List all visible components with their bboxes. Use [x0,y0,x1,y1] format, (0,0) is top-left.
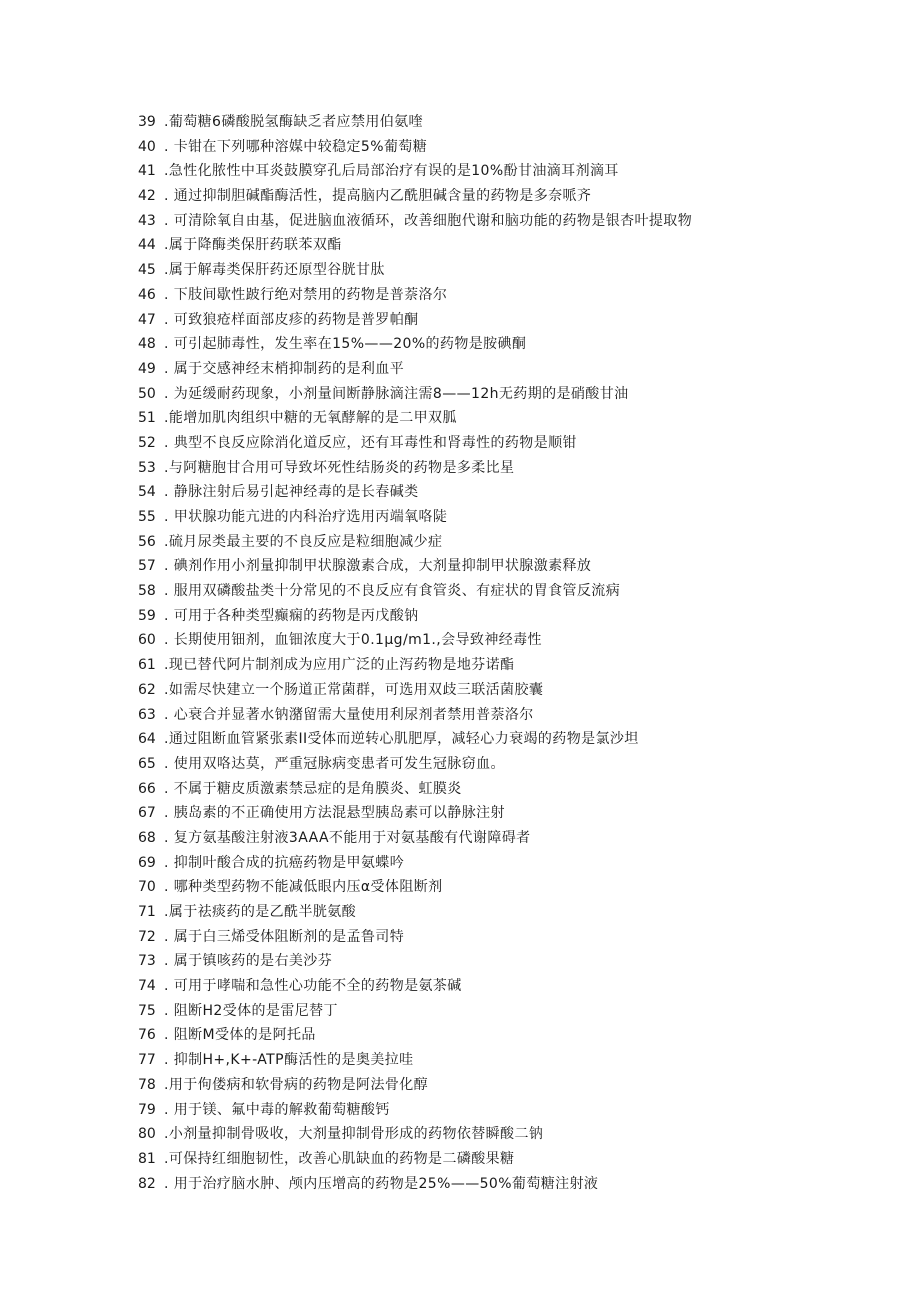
item-number: 81 [138,1150,156,1167]
item-text: .通过阻断血管紧张素II受体而逆转心肌肥厚，减轻心力衰竭的药物是氯沙坦 [164,731,639,748]
item-text: .属于祛痰药的是乙酰半胱氨酸 [164,904,357,920]
list-item [138,283,818,308]
item-number: 79 [138,1101,156,1118]
list-item [138,777,818,802]
list-item [138,308,818,333]
list-item [138,1172,818,1197]
list-item [138,554,818,579]
list-item [138,159,818,184]
list-item [138,184,818,209]
item-text: . 服用双磷酸盐类十分常见的不良反应有食管炎、有症状的胃食管反流病 [164,583,621,600]
item-text: . 为延缓耐药现象，小剂量间断静脉滴注需8——12h无药期的是硝酸甘油 [164,385,629,402]
item-text: . 阻断M受体的是阿托品 [164,1027,316,1044]
item-text: . 心衰合并显著水钠潴留需大量使用利尿剂者禁用普萘洛尔 [164,706,534,723]
list-item [138,949,818,974]
item-number: 50 [138,385,156,402]
list-item [138,480,818,505]
list-item [138,974,818,999]
item-number: 55 [138,509,156,525]
item-number: 66 [138,780,156,797]
item-number: 80 [138,1126,156,1143]
item-number: 41 [138,163,156,180]
item-number: 67 [138,805,156,822]
item-number: 72 [138,928,156,945]
item-number: 39 [138,114,156,130]
item-text: . 通过抑制胆碱酯酶活性，提高脑内乙酰胆碱含量的药物是多奈哌齐 [164,188,592,205]
item-text: .可保持红细胞韧性，改善心肌缺血的药物是二磷酸果糖 [164,1150,515,1167]
item-number: 70 [138,879,156,896]
item-number: 75 [138,1002,156,1019]
item-number: 78 [138,1076,156,1093]
item-number: 59 [138,607,156,624]
item-text: .属于解毒类保肝药还原型谷胱甘肽 [164,262,385,279]
list-item [138,1048,818,1073]
item-number: 56 [138,533,156,550]
item-text: . 下肢间歇性跛行绝对禁用的药物是普萘洛尔 [164,286,448,303]
item-text: . 属于镇咳药的是右美沙芬 [164,953,333,970]
item-text: . 卡钳在下列哪种溶媒中较稳定5%葡萄糖 [164,138,428,155]
item-number: 48 [138,336,156,353]
item-number: 74 [138,978,156,995]
item-number: 63 [138,706,156,723]
item-text: . 长期使用钿剂，血钿浓度大于0.1μg∕m1.,会导致神经毒性 [164,632,542,649]
item-text: . 可清除氧自由基，促进脑血液循环，改善细胞代谢和脑功能的药物是银杏叶提取物 [164,212,693,229]
item-text: . 可用于哮喘和急性心功能不全的药物是氨茶碱 [164,978,462,995]
item-number: 49 [138,360,156,377]
item-text: . 复方氨基酸注射液3AAA不能用于对氨基酸有代谢障碍者 [164,829,531,846]
item-text: .属于降酶类保肝药联苯双酯 [164,237,342,254]
item-text: .急性化脓性中耳炎鼓膜穿孔后局部治疗有误的是10%酚甘油滴耳剂滴耳 [164,163,619,180]
list-item [138,1023,818,1048]
list-item [138,1098,818,1123]
item-number: 61 [138,657,156,674]
item-text: . 静脉注射后易引起神经毒的是长春碱类 [164,484,419,501]
item-text: .用于佝偻病和软骨病的药物是阿法骨化醇 [164,1076,429,1093]
item-number: 77 [138,1052,156,1069]
item-text: . 甲状腺功能亢进的内科治疗选用丙端氧咯陡 [164,509,448,525]
list-item [138,258,818,283]
item-number: 42 [138,188,156,205]
list-item [138,431,818,456]
item-text: . 不属于糖皮质激素禁忌症的是角膜炎、虹膜炎 [164,780,462,797]
item-text: .小剂量抑制骨吸收，大剂量抑制骨形成的药物依替瞬酸二钠 [164,1126,544,1143]
item-number: 51 [138,410,156,427]
list-item [138,727,818,752]
list-item [138,406,818,431]
item-number: 40 [138,138,156,155]
item-text: .与阿糖胞甘合用可导致坏死性结肠炎的药物是多柔比星 [164,459,515,476]
list-item [138,801,818,826]
item-number: 53 [138,459,156,476]
item-text: . 用于镁、氟中毒的解救葡萄糖酸钙 [164,1101,390,1118]
item-number: 68 [138,829,156,846]
item-number: 76 [138,1027,156,1044]
list-item [138,357,818,382]
list-item [138,1122,818,1147]
item-number: 58 [138,583,156,600]
item-text: .葡萄糖6磷酸脱氢酶缺乏者应禁用伯氨喹 [164,114,423,130]
item-number: 54 [138,484,156,501]
list-item [138,703,818,728]
item-number: 44 [138,237,156,254]
item-number: 60 [138,632,156,649]
item-number: 82 [138,1175,156,1192]
item-number: 43 [138,212,156,229]
list-item [138,875,818,900]
list-item [138,110,818,135]
list-item [138,1147,818,1172]
list-item [138,382,818,407]
item-number: 57 [138,558,156,575]
list-item [138,999,818,1024]
item-number: 45 [138,262,156,279]
item-text: . 抑制叶酸合成的抗癌药物是甲氨蝶吟 [164,854,405,871]
list-item [138,505,818,530]
item-number: 52 [138,434,156,451]
list-item [138,233,818,258]
list-item [138,1073,818,1098]
item-text: . 哪种类型药物不能减低眼内压α受体阻断剂 [164,879,443,896]
item-number: 73 [138,953,156,970]
item-number: 46 [138,286,156,303]
list-item [138,530,818,555]
item-text: . 可致狼疮样面部皮疹的药物是普罗帕酮 [164,311,419,328]
list-item [138,332,818,357]
item-text: .能增加肌肉组织中糖的无氧酵解的是二甲双胍 [164,410,457,427]
item-number: 65 [138,755,156,772]
item-number: 47 [138,311,156,328]
list-item [138,456,818,481]
item-text: . 使用双咯达莫，严重冠脉病变患者可发生冠脉窃血。 [164,755,505,772]
list-item [138,678,818,703]
item-number: 64 [138,731,156,748]
item-text: .现已替代阿片制剂成为应用广泛的止泻药物是地芬诺酯 [164,657,515,674]
list-item [138,579,818,604]
list-item [138,826,818,851]
item-text: .如需尽快建立一个肠道正常菌群，可选用双歧三联活菌胶囊 [164,681,544,698]
list-item [138,135,818,160]
list-item [138,900,818,925]
item-text: . 属于交感神经末梢抑制药的是利血平 [164,360,405,377]
item-text: . 抑制H+,K+-ATP酶活性的是奥美拉哇 [164,1052,414,1069]
item-text: . 用于治疗脑水肿、颅内压增高的药物是25%——50%葡萄糖注射液 [164,1175,599,1192]
list-item [138,209,818,234]
question-list [138,110,818,1196]
list-item [138,628,818,653]
item-number: 62 [138,681,156,698]
item-number: 71 [138,904,156,920]
list-item [138,653,818,678]
item-text: . 可引起肺毒性，发生率在15%——20%的药物是胺碘酮 [164,336,527,353]
item-text: . 碘剂作用小剂量抑制甲状腺激素合成，大剂量抑制甲状腺激素释放 [164,558,592,575]
item-text: . 胰岛素的不正确使用方法混悬型胰岛素可以静脉注射 [164,805,505,822]
item-text: . 属于白三烯受体阻断剂的是孟鲁司特 [164,928,405,945]
list-item [138,752,818,777]
list-item [138,851,818,876]
item-text: .硫月尿类最主要的不良反应是粒细胞减少症 [164,533,443,550]
item-number: 69 [138,854,156,871]
item-text: . 可用于各种类型癫痫的药物是丙戊酸钠 [164,607,419,624]
item-text: . 阻断H2受体的是雷尼替丁 [164,1002,338,1019]
list-item [138,604,818,629]
list-item [138,925,818,950]
item-text: . 典型不良反应除消化道反应，还有耳毒性和肾毒性的药物是顺钳 [164,434,577,451]
